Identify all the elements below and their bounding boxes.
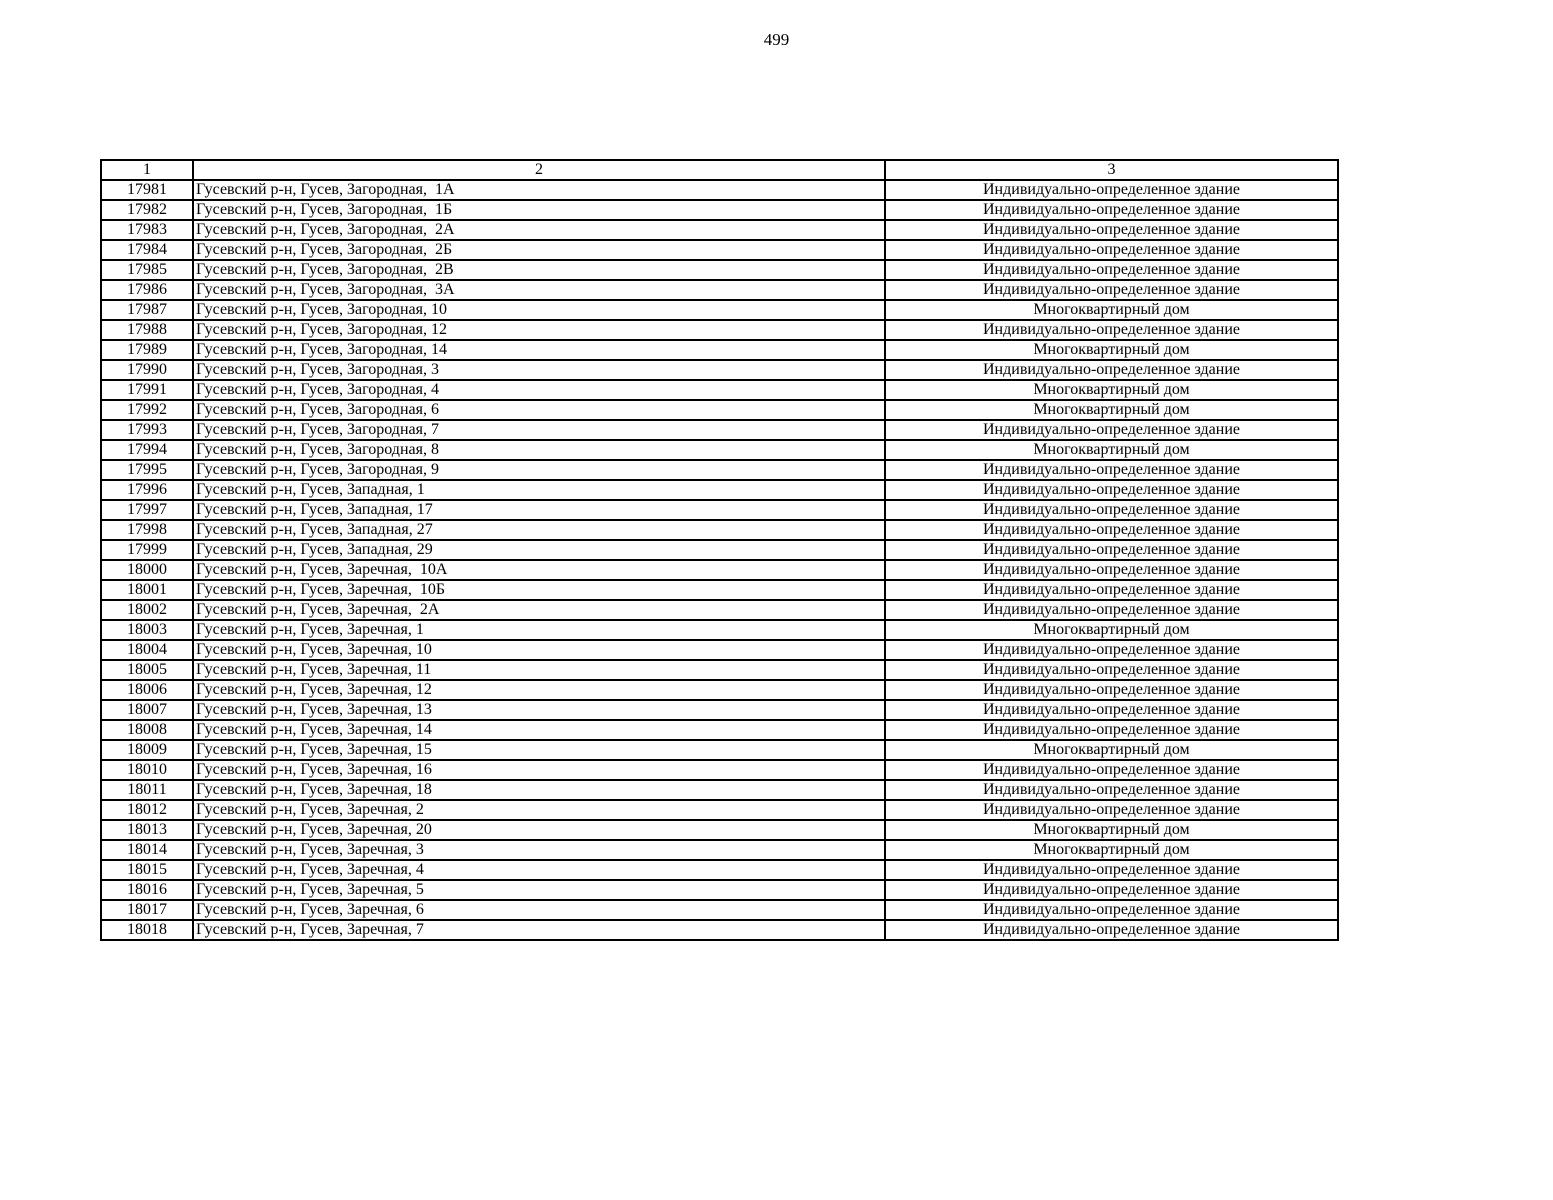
row-type: Индивидуально-определенное здание (885, 780, 1338, 800)
row-number: 18003 (101, 620, 193, 640)
table-header (101, 160, 1338, 180)
row-type: Индивидуально-определенное здание (885, 460, 1338, 480)
row-number: 17984 (101, 240, 193, 260)
row-type: Многоквартирный дом (885, 740, 1338, 760)
row-type: Многоквартирный дом (885, 620, 1338, 640)
table-row (101, 880, 1338, 900)
table-row (101, 460, 1338, 480)
table-row (101, 900, 1338, 920)
row-address: Гусевский р-н, Гусев, Западная, 27 (193, 520, 885, 540)
row-number: 17992 (101, 400, 193, 420)
table-row (101, 700, 1338, 720)
row-number: 17981 (101, 180, 193, 200)
table-row (101, 520, 1338, 540)
row-address: Гусевский р-н, Гусев, Загородная, 1Б (193, 200, 885, 220)
table-row (101, 420, 1338, 440)
row-type: Индивидуально-определенное здание (885, 800, 1338, 820)
row-number: 17986 (101, 280, 193, 300)
row-type: Индивидуально-определенное здание (885, 180, 1338, 200)
row-type: Многоквартирный дом (885, 840, 1338, 860)
row-address: Гусевский р-н, Гусев, Заречная, 6 (193, 900, 885, 920)
row-number: 18015 (101, 860, 193, 880)
row-address: Гусевский р-н, Гусев, Заречная, 16 (193, 760, 885, 780)
header-cell-type: 3 (885, 160, 1338, 180)
row-type: Индивидуально-определенное здание (885, 900, 1338, 920)
row-number: 18012 (101, 800, 193, 820)
row-type: Индивидуально-определенное здание (885, 500, 1338, 520)
row-number: 17989 (101, 340, 193, 360)
row-number: 17990 (101, 360, 193, 380)
table-row (101, 560, 1338, 580)
row-number: 18017 (101, 900, 193, 920)
row-number: 18009 (101, 740, 193, 760)
row-address: Гусевский р-н, Гусев, Загородная, 4 (193, 380, 885, 400)
row-number: 18010 (101, 760, 193, 780)
table-row (101, 820, 1338, 840)
row-type: Индивидуально-определенное здание (885, 320, 1338, 340)
header-row (101, 160, 1338, 180)
row-type: Индивидуально-определенное здание (885, 520, 1338, 540)
table-row (101, 180, 1338, 200)
table-row (101, 480, 1338, 500)
row-address: Гусевский р-н, Гусев, Заречная, 4 (193, 860, 885, 880)
row-address: Гусевский р-н, Гусев, Загородная, 2А (193, 220, 885, 240)
table-row (101, 740, 1338, 760)
row-number: 17999 (101, 540, 193, 560)
table-row (101, 660, 1338, 680)
row-address: Гусевский р-н, Гусев, Заречная, 10Б (193, 580, 885, 600)
header-cell-address: 2 (193, 160, 885, 180)
row-type: Многоквартирный дом (885, 300, 1338, 320)
table-row (101, 320, 1338, 340)
row-address: Гусевский р-н, Гусев, Заречная, 13 (193, 700, 885, 720)
row-type: Индивидуально-определенное здание (885, 860, 1338, 880)
row-address: Гусевский р-н, Гусев, Западная, 1 (193, 480, 885, 500)
row-type: Индивидуально-определенное здание (885, 540, 1338, 560)
row-number: 17988 (101, 320, 193, 340)
table-row (101, 860, 1338, 880)
row-type: Многоквартирный дом (885, 380, 1338, 400)
row-number: 17993 (101, 420, 193, 440)
row-address: Гусевский р-н, Гусев, Заречная, 18 (193, 780, 885, 800)
row-number: 18004 (101, 640, 193, 660)
row-address: Гусевский р-н, Гусев, Загородная, 2Б (193, 240, 885, 260)
row-number: 17991 (101, 380, 193, 400)
row-type: Индивидуально-определенное здание (885, 600, 1338, 620)
table-row (101, 400, 1338, 420)
row-address: Гусевский р-н, Гусев, Заречная, 3 (193, 840, 885, 860)
row-type: Многоквартирный дом (885, 400, 1338, 420)
table-row (101, 920, 1338, 940)
row-address: Гусевский р-н, Гусев, Заречная, 12 (193, 680, 885, 700)
row-address: Гусевский р-н, Гусев, Заречная, 10 (193, 640, 885, 660)
table-row (101, 340, 1338, 360)
row-address: Гусевский р-н, Гусев, Загородная, 6 (193, 400, 885, 420)
table-row (101, 200, 1338, 220)
row-type: Индивидуально-определенное здание (885, 560, 1338, 580)
row-type: Многоквартирный дом (885, 820, 1338, 840)
row-number: 17997 (101, 500, 193, 520)
table-body (101, 180, 1338, 940)
table-row (101, 620, 1338, 640)
row-number: 18011 (101, 780, 193, 800)
registry-table (100, 159, 1339, 941)
row-type: Индивидуально-определенное здание (885, 640, 1338, 660)
row-type: Индивидуально-определенное здание (885, 280, 1338, 300)
row-number: 18013 (101, 820, 193, 840)
row-address: Гусевский р-н, Гусев, Заречная, 5 (193, 880, 885, 900)
table-row (101, 280, 1338, 300)
row-address: Гусевский р-н, Гусев, Загородная, 3А (193, 280, 885, 300)
row-number: 18008 (101, 720, 193, 740)
row-address: Гусевский р-н, Гусев, Загородная, 14 (193, 340, 885, 360)
table-row (101, 640, 1338, 660)
table-row (101, 800, 1338, 820)
row-type: Индивидуально-определенное здание (885, 220, 1338, 240)
table-row (101, 440, 1338, 460)
row-address: Гусевский р-н, Гусев, Заречная, 11 (193, 660, 885, 680)
row-address: Гусевский р-н, Гусев, Заречная, 2 (193, 800, 885, 820)
row-type: Индивидуально-определенное здание (885, 760, 1338, 780)
table-row (101, 260, 1338, 280)
table-row (101, 760, 1338, 780)
row-type: Индивидуально-определенное здание (885, 920, 1338, 940)
row-number: 18016 (101, 880, 193, 900)
row-type: Индивидуально-определенное здание (885, 420, 1338, 440)
row-number: 17985 (101, 260, 193, 280)
table-row (101, 360, 1338, 380)
row-number: 17998 (101, 520, 193, 540)
row-type: Индивидуально-определенное здание (885, 360, 1338, 380)
row-type: Индивидуально-определенное здание (885, 700, 1338, 720)
row-address: Гусевский р-н, Гусев, Заречная, 7 (193, 920, 885, 940)
row-number: 17983 (101, 220, 193, 240)
row-address: Гусевский р-н, Гусев, Западная, 29 (193, 540, 885, 560)
row-address: Гусевский р-н, Гусев, Загородная, 12 (193, 320, 885, 340)
table-row (101, 500, 1338, 520)
table-row (101, 380, 1338, 400)
table-row (101, 840, 1338, 860)
row-type: Индивидуально-определенное здание (885, 480, 1338, 500)
table-row (101, 240, 1338, 260)
row-type: Индивидуально-определенное здание (885, 680, 1338, 700)
row-number: 18007 (101, 700, 193, 720)
row-type: Индивидуально-определенное здание (885, 880, 1338, 900)
page-number: 499 (763, 30, 790, 49)
row-number: 18005 (101, 660, 193, 680)
table-row (101, 540, 1338, 560)
row-type: Многоквартирный дом (885, 440, 1338, 460)
row-number: 18002 (101, 600, 193, 620)
row-number: 17996 (101, 480, 193, 500)
row-address: Гусевский р-н, Гусев, Западная, 17 (193, 500, 885, 520)
table-row (101, 780, 1338, 800)
row-address: Гусевский р-н, Гусев, Загородная, 7 (193, 420, 885, 440)
row-address: Гусевский р-н, Гусев, Заречная, 14 (193, 720, 885, 740)
row-address: Гусевский р-н, Гусев, Заречная, 2А (193, 600, 885, 620)
header-cell-number: 1 (101, 160, 193, 180)
row-number: 18014 (101, 840, 193, 860)
table-row (101, 680, 1338, 700)
row-number: 18018 (101, 920, 193, 940)
row-address: Гусевский р-н, Гусев, Загородная, 3 (193, 360, 885, 380)
table-row (101, 580, 1338, 600)
row-type: Индивидуально-определенное здание (885, 660, 1338, 680)
row-address: Гусевский р-н, Гусев, Загородная, 10 (193, 300, 885, 320)
row-type: Индивидуально-определенное здание (885, 200, 1338, 220)
table-row (101, 220, 1338, 240)
row-address: Гусевский р-н, Гусев, Заречная, 1 (193, 620, 885, 640)
row-address: Гусевский р-н, Гусев, Заречная, 15 (193, 740, 885, 760)
row-number: 18000 (101, 560, 193, 580)
row-number: 17982 (101, 200, 193, 220)
row-number: 17987 (101, 300, 193, 320)
row-address: Гусевский р-н, Гусев, Загородная, 9 (193, 460, 885, 480)
row-type: Индивидуально-определенное здание (885, 240, 1338, 260)
row-type: Индивидуально-определенное здание (885, 580, 1338, 600)
row-number: 18006 (101, 680, 193, 700)
row-number: 17995 (101, 460, 193, 480)
row-type: Индивидуально-определенное здание (885, 260, 1338, 280)
table-row (101, 720, 1338, 740)
table-row (101, 600, 1338, 620)
row-type: Многоквартирный дом (885, 340, 1338, 360)
row-number: 18001 (101, 580, 193, 600)
row-address: Гусевский р-н, Гусев, Заречная, 20 (193, 820, 885, 840)
row-address: Гусевский р-н, Гусев, Загородная, 2В (193, 260, 885, 280)
row-number: 17994 (101, 440, 193, 460)
row-address: Гусевский р-н, Гусев, Загородная, 1А (193, 180, 885, 200)
table-row (101, 300, 1338, 320)
row-address: Гусевский р-н, Гусев, Загородная, 8 (193, 440, 885, 460)
row-address: Гусевский р-н, Гусев, Заречная, 10А (193, 560, 885, 580)
row-type: Индивидуально-определенное здание (885, 720, 1338, 740)
